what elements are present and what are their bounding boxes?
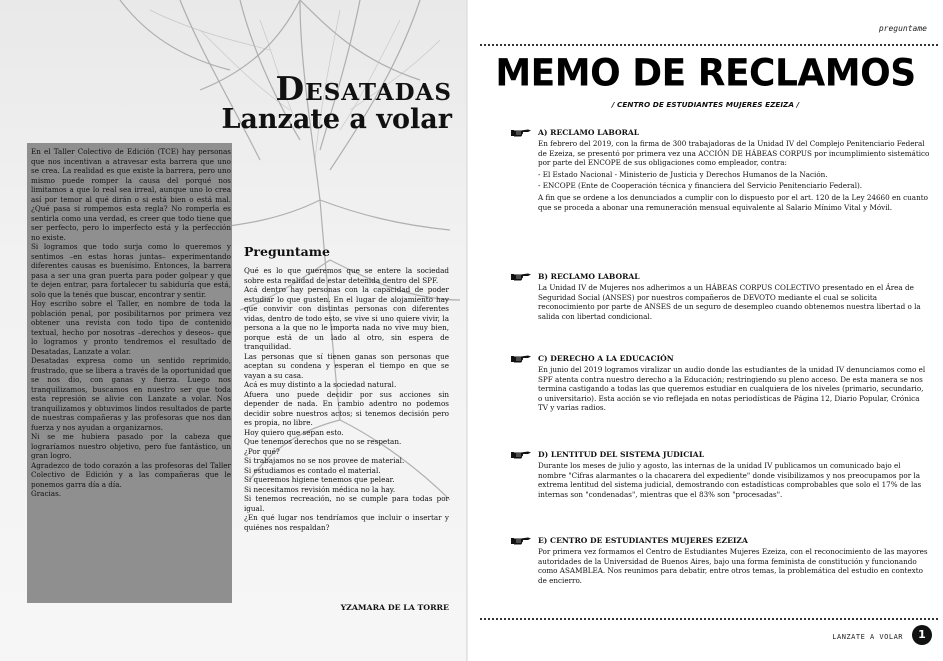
question-paragraph: Que tenemos derechos que no se respetan. xyxy=(244,437,402,446)
memo-section-b xyxy=(510,272,930,323)
page-number: 1 xyxy=(912,625,932,645)
question-paragraph: Acá dentro hay personas con la capacidad de poder estudiar lo que gusten. En el lugar de alojamiento hay que convivir con distintas personas con diferentes vidas, dentro de todo esto, se vive si uno quiere vivir, la persona a la que no le importa nada no vive muy bien, porque está de un lado al otro, sin espera de tranquilidad. xyxy=(244,285,449,351)
section-heading: A) RECLAMO LABORAL xyxy=(538,128,640,137)
intro-text xyxy=(31,147,231,599)
pointing-hand-icon xyxy=(510,535,532,546)
intro-paragraph: Agradezco de todo corazón a las profesoras del Taller Colectivo de Edición y a las compañeras que le ponemos garra día a día. xyxy=(31,460,231,489)
section-paragraph: En junio del 2019 logramos viralizar un audio donde las estudiantes de la unidad IV denunciamos como el SPF atenta contra nuestro derecho a la Educación; restringiendo su pleno acceso. De esta manera se nos termina castigando a todas las que queremos estudiar en cualquiera de los niveles (primario, secundario, o universitario). Esta acción se vio reflejada en notas periodísticas de Página 12, Diario Popular, Crónica TV y varias radios. xyxy=(538,365,926,413)
intro-paragraph: Si logramos que todo surja como lo queremos y sentimos –en estas horas juntas– experimentando diferentes causas es buenísimo. Entonces, la barrera pasa a ser una gran puerta para poder golpear y que te dejen entrar, para fortalecer tu sabiduría que está, solo que la tenés que buscar, encontrar y sentir. xyxy=(31,242,231,299)
section-body xyxy=(538,461,930,499)
question-paragraph: Si necesitamos revisión médica no la hay. xyxy=(244,484,396,494)
section-paragraph: A fin que se ordene a los denunciados a cumplir con lo dispuesto por el art. 120 de la Ley 24660 en cuanto que se proceda a abonar una remuneración mensual equivalente al Salario Mínimo Vital y Móvil. xyxy=(538,192,928,212)
bottom-dotted-divider xyxy=(480,618,938,620)
intro-paragraph: Gracias. xyxy=(31,489,62,498)
section-heading: B) RECLAMO LABORAL xyxy=(538,272,640,281)
memo-section-d xyxy=(510,450,930,501)
section-paragraph: En febrero del 2019, con la firma de 300 trabajadoras de la Unidad IV del Complejo Penitenciario Federal de Ezeiza, se presentó por primera vez una ACCIÓN DE HÁBEAS CORPUS por incumplimiento sistemático por parte del ENCOPE de sus obligaciones como empleador, contra: xyxy=(538,139,930,168)
memo-section-a xyxy=(510,128,930,214)
section-heading: E) CENTRO DE ESTUDIANTES MUJERES EZEIZA xyxy=(538,536,748,545)
pointing-hand-icon xyxy=(510,127,532,138)
intro-paragraph: Ni se me hubiera pasado por la cabeza que lograríamos nuestro objetivo, pero fue fantástico, un gran logro. xyxy=(31,432,231,460)
intro-paragraph: Hoy escribo sobre el Taller, en nombre de toda la población penal, por posibilitarnos por primera vez obtener una revista con todo tipo de contenido textual, hecho por nosotras –derechos y deseos– que lo logramos y pronto tendremos el resultado de Desatadas, Lanzate a volar. xyxy=(31,299,231,356)
top-dotted-divider xyxy=(480,44,938,46)
question-paragraph: Las personas que sí tienen ganas son personas que aceptan su condena y esperan el tiempo en que se vayan a su casa. xyxy=(244,351,449,380)
question-paragraph: ¿Por qué? xyxy=(244,446,280,456)
question-paragraph: ¿En qué lugar nos tendríamos que incluir o insertar y quiénes nos respaldan? xyxy=(244,513,449,532)
right-page xyxy=(468,0,943,661)
magazine-subtitle: Lanzate a volar xyxy=(221,104,452,135)
author-signature: YZAMARA DE LA TORRE xyxy=(340,603,449,612)
pointing-hand-icon xyxy=(510,353,532,364)
section-label: preguntame xyxy=(878,24,927,33)
memo-subtitle: / CENTRO DE ESTUDIANTES MUJERES EZEIZA / xyxy=(611,100,800,109)
section-body xyxy=(538,139,930,212)
pointing-hand-icon xyxy=(510,271,532,282)
question-paragraph: Si estudiamos es contado el material. xyxy=(244,465,381,475)
question-paragraph: Si queremos higiene tenemos que pelear. xyxy=(244,475,395,484)
section-body xyxy=(538,365,930,413)
pointing-hand-icon xyxy=(510,449,532,460)
section-paragraph: - El Estado Nacional - Ministerio de Justicia y Derechos Humanos de la Nación. xyxy=(538,169,828,179)
question-heading: Preguntame xyxy=(244,244,330,259)
left-page xyxy=(0,0,468,661)
magazine-title: Desatadas xyxy=(275,69,452,108)
memo-section-c xyxy=(510,354,930,415)
memo-title: MEMO DE RECLAMOS xyxy=(495,51,916,95)
section-body xyxy=(538,283,930,321)
question-paragraph: Acá es muy distinto a la sociedad natural. xyxy=(244,380,397,389)
footer-label: LANZATE A VOLAR xyxy=(832,633,903,641)
question-paragraph: Si tenemos recreación, no se cumple para todas por igual. xyxy=(244,494,449,513)
section-paragraph: Durante los meses de julio y agosto, las internas de la unidad IV publicamos un comunicado bajo el nombre "Cifras alarmantes o la chacarera del expediente" donde visibilizamos y nos preocupamos por la extrema lentitud del sistema judicial, demostrando con estadísticas comprobables que solo el 17% de las internas son "condenadas", mientras que el 83% son "procesadas". xyxy=(538,461,922,499)
section-heading: C) DERECHO A LA EDUCACIÓN xyxy=(538,354,674,363)
memo-section-e xyxy=(510,536,930,587)
question-paragraph: Afuera uno puede decidir por sus acciones sin depender de nada. En cambio adentro no podemos decidir sobre nuestros actos; si tenemos decisión pero es propia, no libre. xyxy=(244,389,449,427)
section-heading: D) LENTITUD DEL SISTEMA JUDICIAL xyxy=(538,450,705,459)
section-body xyxy=(538,547,930,585)
intro-paragraph: En el Taller Colectivo de Edición (TCE) hay personas que nos incentivan a atravesar esta barrera que uno se crea. La realidad es que existe la barrera, pero uno mismo puede romper la causa del porqué nos limitamos a que lo real sea irreal, aunque uno lo crea así por temor al qué dirán o si está bien o está mal. ¿Qué pasa si rompemos esta regla? No romperla es sentirla como una verdad, es creer que todo tiene que ser perfecto, pero lo imperfecto está y la perfección no existe. xyxy=(31,147,231,242)
section-paragraph: - ENCOPE (Ente de Cooperación técnica y financiera del Servicio Penitenciario Federal). xyxy=(538,181,863,191)
section-paragraph: La Unidad IV de Mujeres nos adherimos a un HÁBEAS CORPUS COLECTIVO presentado en el Área de Seguridad Social (ANSES) por nuestros compañeros de DEVOTO mediante el cual se solicita reconocimiento por parte de ANSES de un seguro de desempleo cuando obtenemos nuestra libertad o la salida con libertad condicional. xyxy=(538,283,921,321)
question-paragraph: Hoy quiero que sepan esto. xyxy=(244,427,344,437)
section-paragraph: Por primera vez formamos el Centro de Estudiantes Mujeres Ezeiza, con el reconocimiento de las mayores autoridades de la Universidad de Buenos Aires, bajo una forma feminista de constitución y funcionando como ASAMBLEA. Nos reunimos para debatir, entre otros temas, la problemática del estudio en contexto de encierro. xyxy=(538,547,928,585)
question-paragraph: Qué es lo que queremos que se entere la sociedad sobre esta realidad de estar detenida dentro del SPF. xyxy=(244,266,449,285)
question-text xyxy=(244,266,449,596)
intro-paragraph: Desatadas expresa como un sentido reprimido, frustrado, que se libera a través de la oportunidad que se nos dio, con ganas y fuerza. Luego nos tranquilizamos, buscamos en nuestro ser que toda esta represión se alivie con Lanzate a volar. Nos tranquilizamos y obtuvimos lindos resultados de parte de nuestras compañeras y las profesoras que nos dan fuerza y nos ayudan a organizarnos. xyxy=(31,356,231,432)
question-paragraph: Si trabajamos no se nos provee de material. xyxy=(244,456,405,465)
